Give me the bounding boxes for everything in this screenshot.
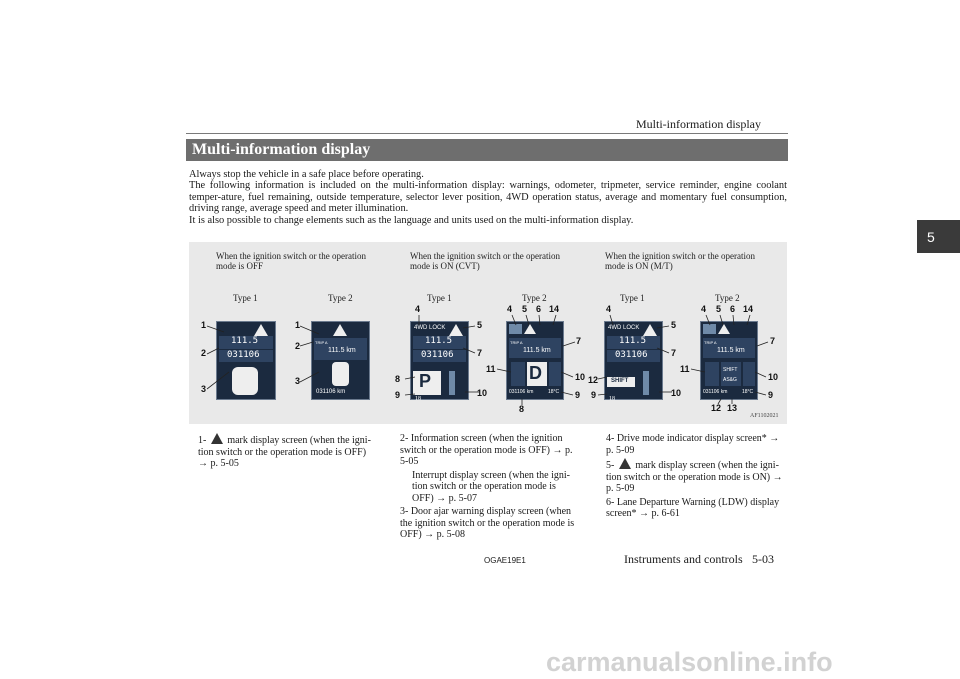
items-column-2 [400, 433, 580, 543]
callout-2: 2 [201, 348, 207, 358]
4wd-lock-label: 4WD LOCK [414, 325, 446, 331]
item-5-text: mark display screen (when the igni-tion switch or the operation mode is ON) → p. 5-09 [606, 460, 783, 494]
odometer-value: 031106 [615, 350, 648, 360]
callout-14: 14 [549, 304, 560, 314]
items-column-1 [198, 433, 374, 472]
callout-5: 5 [477, 320, 483, 330]
item-4: 4- Drive mode indicator display screen* → p. 5-09 [606, 433, 780, 456]
odometer-km: 031106 km [509, 389, 534, 395]
callout-6: 6 [730, 304, 736, 314]
callout-1: 1 [295, 320, 301, 330]
type-2-label: Type 2 [715, 293, 740, 303]
callout-11: 11 [486, 364, 496, 374]
callout-10: 10 [477, 388, 488, 398]
trip-value: 111.5 [231, 336, 259, 346]
callout-7: 7 [770, 336, 776, 346]
gear-p: P [419, 371, 432, 391]
range-value: 18 [609, 396, 615, 402]
item-5-number: 5- [606, 460, 615, 471]
callout-14: 14 [743, 304, 754, 314]
4wd-lock-label: 4WD LOCK [608, 325, 640, 331]
callout-5: 5 [716, 304, 722, 314]
trip-km: 111.5 km [523, 347, 551, 354]
callout-2: 2 [295, 341, 301, 351]
range-value: 18 [415, 396, 421, 402]
callout-9: 9 [591, 390, 597, 400]
item-1-text: mark display screen (when the igni-tion switch or the operation mode is OFF) → p. 5-05 [198, 435, 371, 469]
callout-7: 7 [477, 348, 483, 358]
trip-label: TRIP A [704, 340, 717, 345]
odometer-km: 031106 km [316, 389, 346, 395]
shift-indicator: SHIFT [611, 378, 629, 384]
odometer-value: 031106 [227, 350, 260, 360]
document-code: OGAE19E1 [484, 556, 526, 565]
warning-triangle-icon [211, 433, 223, 444]
running-header: Multi-information display [636, 117, 761, 131]
callout-5: 5 [671, 320, 677, 330]
intro-text [189, 169, 787, 226]
type-1-label: Type 1 [233, 293, 258, 303]
caption-mt: When the ignition switch or the operation mode is ON (M/T) [605, 251, 755, 271]
item-2b: Interrupt display screen (when the igni-tion switch or the operation mode is OFF) → p. 5-07 [412, 469, 571, 504]
items-column-3 [606, 433, 788, 522]
shift-indicator: SHIFT [723, 367, 738, 373]
caption-cvt: When the ignition switch or the operation mode is ON (CVT) [410, 251, 560, 271]
leader-lines [189, 242, 787, 424]
callout-7: 7 [671, 348, 677, 358]
callout-13: 13 [727, 403, 738, 413]
callout-10: 10 [768, 372, 779, 382]
callout-3: 3 [295, 376, 301, 386]
trip-label: TRIP A [315, 340, 328, 345]
watermark: carmanualsonline.info [546, 647, 833, 677]
callout-1: 1 [201, 320, 207, 330]
trip-value: 111.5 [425, 336, 453, 346]
page-number: 5-03 [752, 552, 774, 566]
chapter-tab: 5 [917, 220, 960, 253]
header-rule [186, 133, 788, 134]
callout-7: 7 [576, 336, 582, 346]
item-5 [606, 458, 788, 495]
type-1-label: Type 1 [427, 293, 452, 303]
callout-3: 3 [201, 384, 207, 394]
trip-km: 111.5 km [328, 347, 356, 354]
outside-temp: 18°C [548, 389, 560, 395]
callout-4: 4 [606, 304, 612, 314]
section-title: Multi-information display [186, 139, 788, 161]
warning-triangle-icon [619, 458, 631, 469]
odometer-value: 031106 [421, 350, 454, 360]
item-1-number: 1- [198, 435, 207, 446]
item-1 [198, 433, 374, 470]
trip-label: TRIP A [510, 340, 523, 345]
callout-10: 10 [575, 372, 586, 382]
callout-9: 9 [575, 390, 581, 400]
trip-km: 111.5 km [717, 347, 745, 354]
display-figure [189, 242, 787, 424]
callout-9: 9 [395, 390, 401, 400]
type-2-label: Type 2 [522, 293, 547, 303]
callout-8: 8 [519, 404, 525, 414]
callout-4: 4 [701, 304, 707, 314]
callout-11: 11 [680, 364, 690, 374]
odometer-km: 031106 km [703, 389, 728, 395]
item-6: 6- Lane Departure Warning (LDW) display screen* → p. 6-61 [606, 496, 780, 519]
callout-4: 4 [507, 304, 513, 314]
callout-4: 4 [415, 304, 421, 314]
asg-indicator: AS&G [723, 377, 737, 383]
trip-value: 111.5 [619, 336, 647, 346]
intro-line-1: Always stop the vehicle in a safe place before operating. [189, 169, 424, 180]
item-3: 3- Door ajar warning display screen (when the ignition switch or the operation mode is OFF) → p. 5-08 [400, 506, 575, 540]
callout-5: 5 [522, 304, 528, 314]
callout-8: 8 [395, 374, 401, 384]
outside-temp: 18°C [742, 389, 754, 395]
item-2: 2- Information screen (when the ignition switch or the operation mode is OFF) → p. 5-05 [400, 433, 573, 467]
callout-12: 12 [711, 403, 722, 413]
callout-10: 10 [671, 388, 682, 398]
type-1-label: Type 1 [620, 293, 645, 303]
intro-line-3: It is also possible to change elements such as the language and units used on the multi-information display. [189, 214, 634, 226]
callout-9: 9 [768, 390, 774, 400]
callout-6: 6 [536, 304, 542, 314]
callout-12: 12 [588, 375, 599, 385]
figure-id: AF1102021 [750, 413, 779, 419]
type-2-label: Type 2 [328, 293, 353, 303]
caption-off: When the ignition switch or the operation mode is OFF [216, 251, 366, 271]
footer-section: Instruments and controls [624, 552, 743, 566]
intro-line-2: The following information is included on the multi-information display: warnings, odometer, tripmeter, service reminder, engine coolant temper-ature, fuel remaining, outside temperature, selector lever position, 4WD operation status, average and momentary fuel consumption, driving range, average speed and meter illumination. [189, 180, 787, 215]
gear-d: D [529, 363, 542, 383]
